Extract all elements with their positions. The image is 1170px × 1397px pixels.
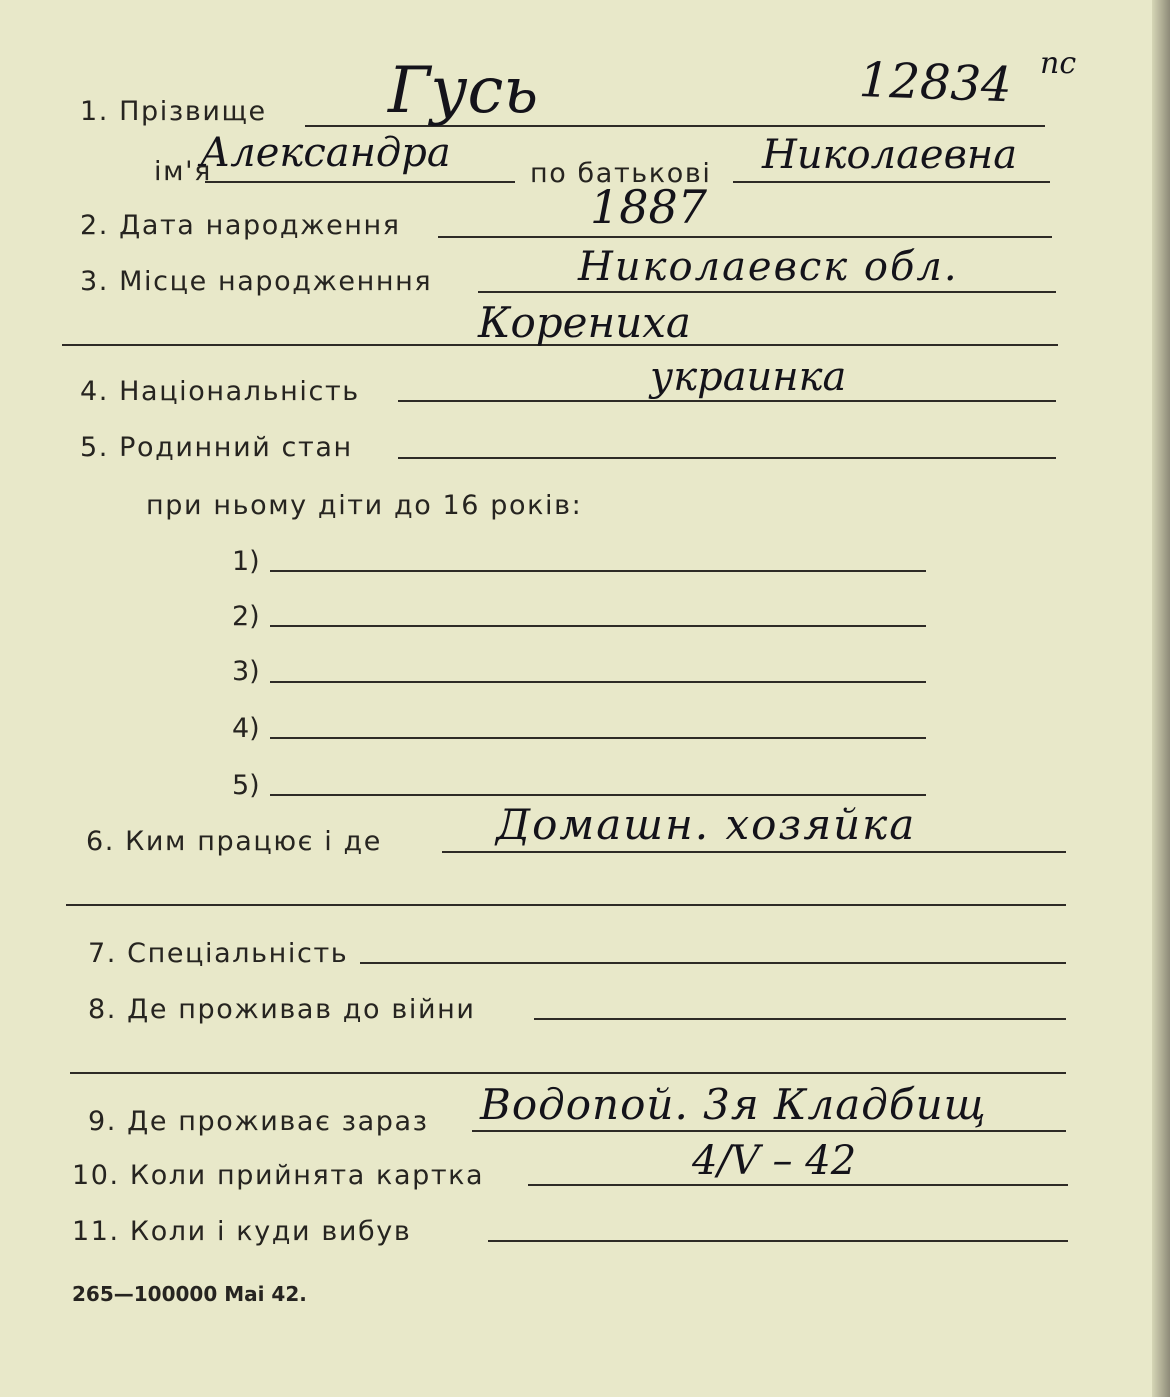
current-residence-value: Водопой. 3я Кладбищ xyxy=(480,1080,987,1129)
child-2-label: 2) xyxy=(232,601,260,632)
child-3-line xyxy=(270,681,926,683)
nationality-line xyxy=(398,400,1056,402)
child-4-label: 4) xyxy=(232,713,260,744)
serial-number: 12834 xyxy=(858,52,1013,114)
first-name-line xyxy=(205,181,515,183)
occupation-line-2 xyxy=(66,904,1066,906)
prewar-residence-line-2 xyxy=(70,1072,1066,1074)
birth-place-value-line2: Корениха xyxy=(478,298,691,347)
current-residence-line xyxy=(472,1130,1066,1132)
card-accepted-label: 10. Коли прийнята картка xyxy=(72,1160,485,1191)
nationality-value: украинка xyxy=(650,354,847,400)
occupation-label: 6. Ким працює і де xyxy=(86,826,383,857)
surname-label: 1. Прізвище xyxy=(80,96,267,127)
nationality-label: 4. Національність xyxy=(80,376,360,407)
birth-date-value: 1887 xyxy=(590,180,708,234)
patronymic-line xyxy=(733,181,1050,183)
departure-label: 11. Коли і куди вибув xyxy=(72,1216,412,1247)
prewar-residence-line xyxy=(534,1018,1066,1020)
specialty-label: 7. Спеціальність xyxy=(88,938,349,969)
child-1-line xyxy=(270,570,926,572)
birth-place-line xyxy=(478,291,1056,293)
birth-place-label: 3. Місце народженння xyxy=(80,266,433,297)
patronymic-label: по батькові xyxy=(530,158,712,189)
child-1-label: 1) xyxy=(232,546,260,577)
child-5-label: 5) xyxy=(232,770,260,801)
birth-date-label: 2. Дата народження xyxy=(80,210,401,241)
birth-date-line xyxy=(438,236,1052,238)
first-name-value: Александра xyxy=(200,130,451,176)
child-2-line xyxy=(270,625,926,627)
card-accepted-line xyxy=(528,1184,1068,1186)
print-code: 265—100000 Mai 42. xyxy=(72,1282,307,1306)
birth-place-value: Николаевск обл. xyxy=(578,244,959,290)
first-name-label: ім'я xyxy=(154,156,212,187)
marital-status-line xyxy=(398,457,1056,459)
children-label: при ньому діти до 16 років: xyxy=(146,490,583,521)
prewar-residence-label: 8. Де проживав до війни xyxy=(88,994,476,1025)
child-4-line xyxy=(270,737,926,739)
serial-suffix: пс xyxy=(1040,46,1077,81)
card-accepted-value: 4/V – 42 xyxy=(692,1138,857,1184)
patronymic-value: Николаевна xyxy=(762,132,1018,178)
specialty-line xyxy=(360,962,1066,964)
marital-status-label: 5. Родинний стан xyxy=(80,432,353,463)
surname-value: Гусь xyxy=(388,54,539,128)
current-residence-label: 9. Де проживає зараз xyxy=(88,1106,429,1137)
child-5-line xyxy=(270,794,926,796)
occupation-line xyxy=(442,851,1066,853)
child-3-label: 3) xyxy=(232,656,260,687)
occupation-value: Домашн. хозяйка xyxy=(496,800,917,849)
departure-line xyxy=(488,1240,1068,1242)
